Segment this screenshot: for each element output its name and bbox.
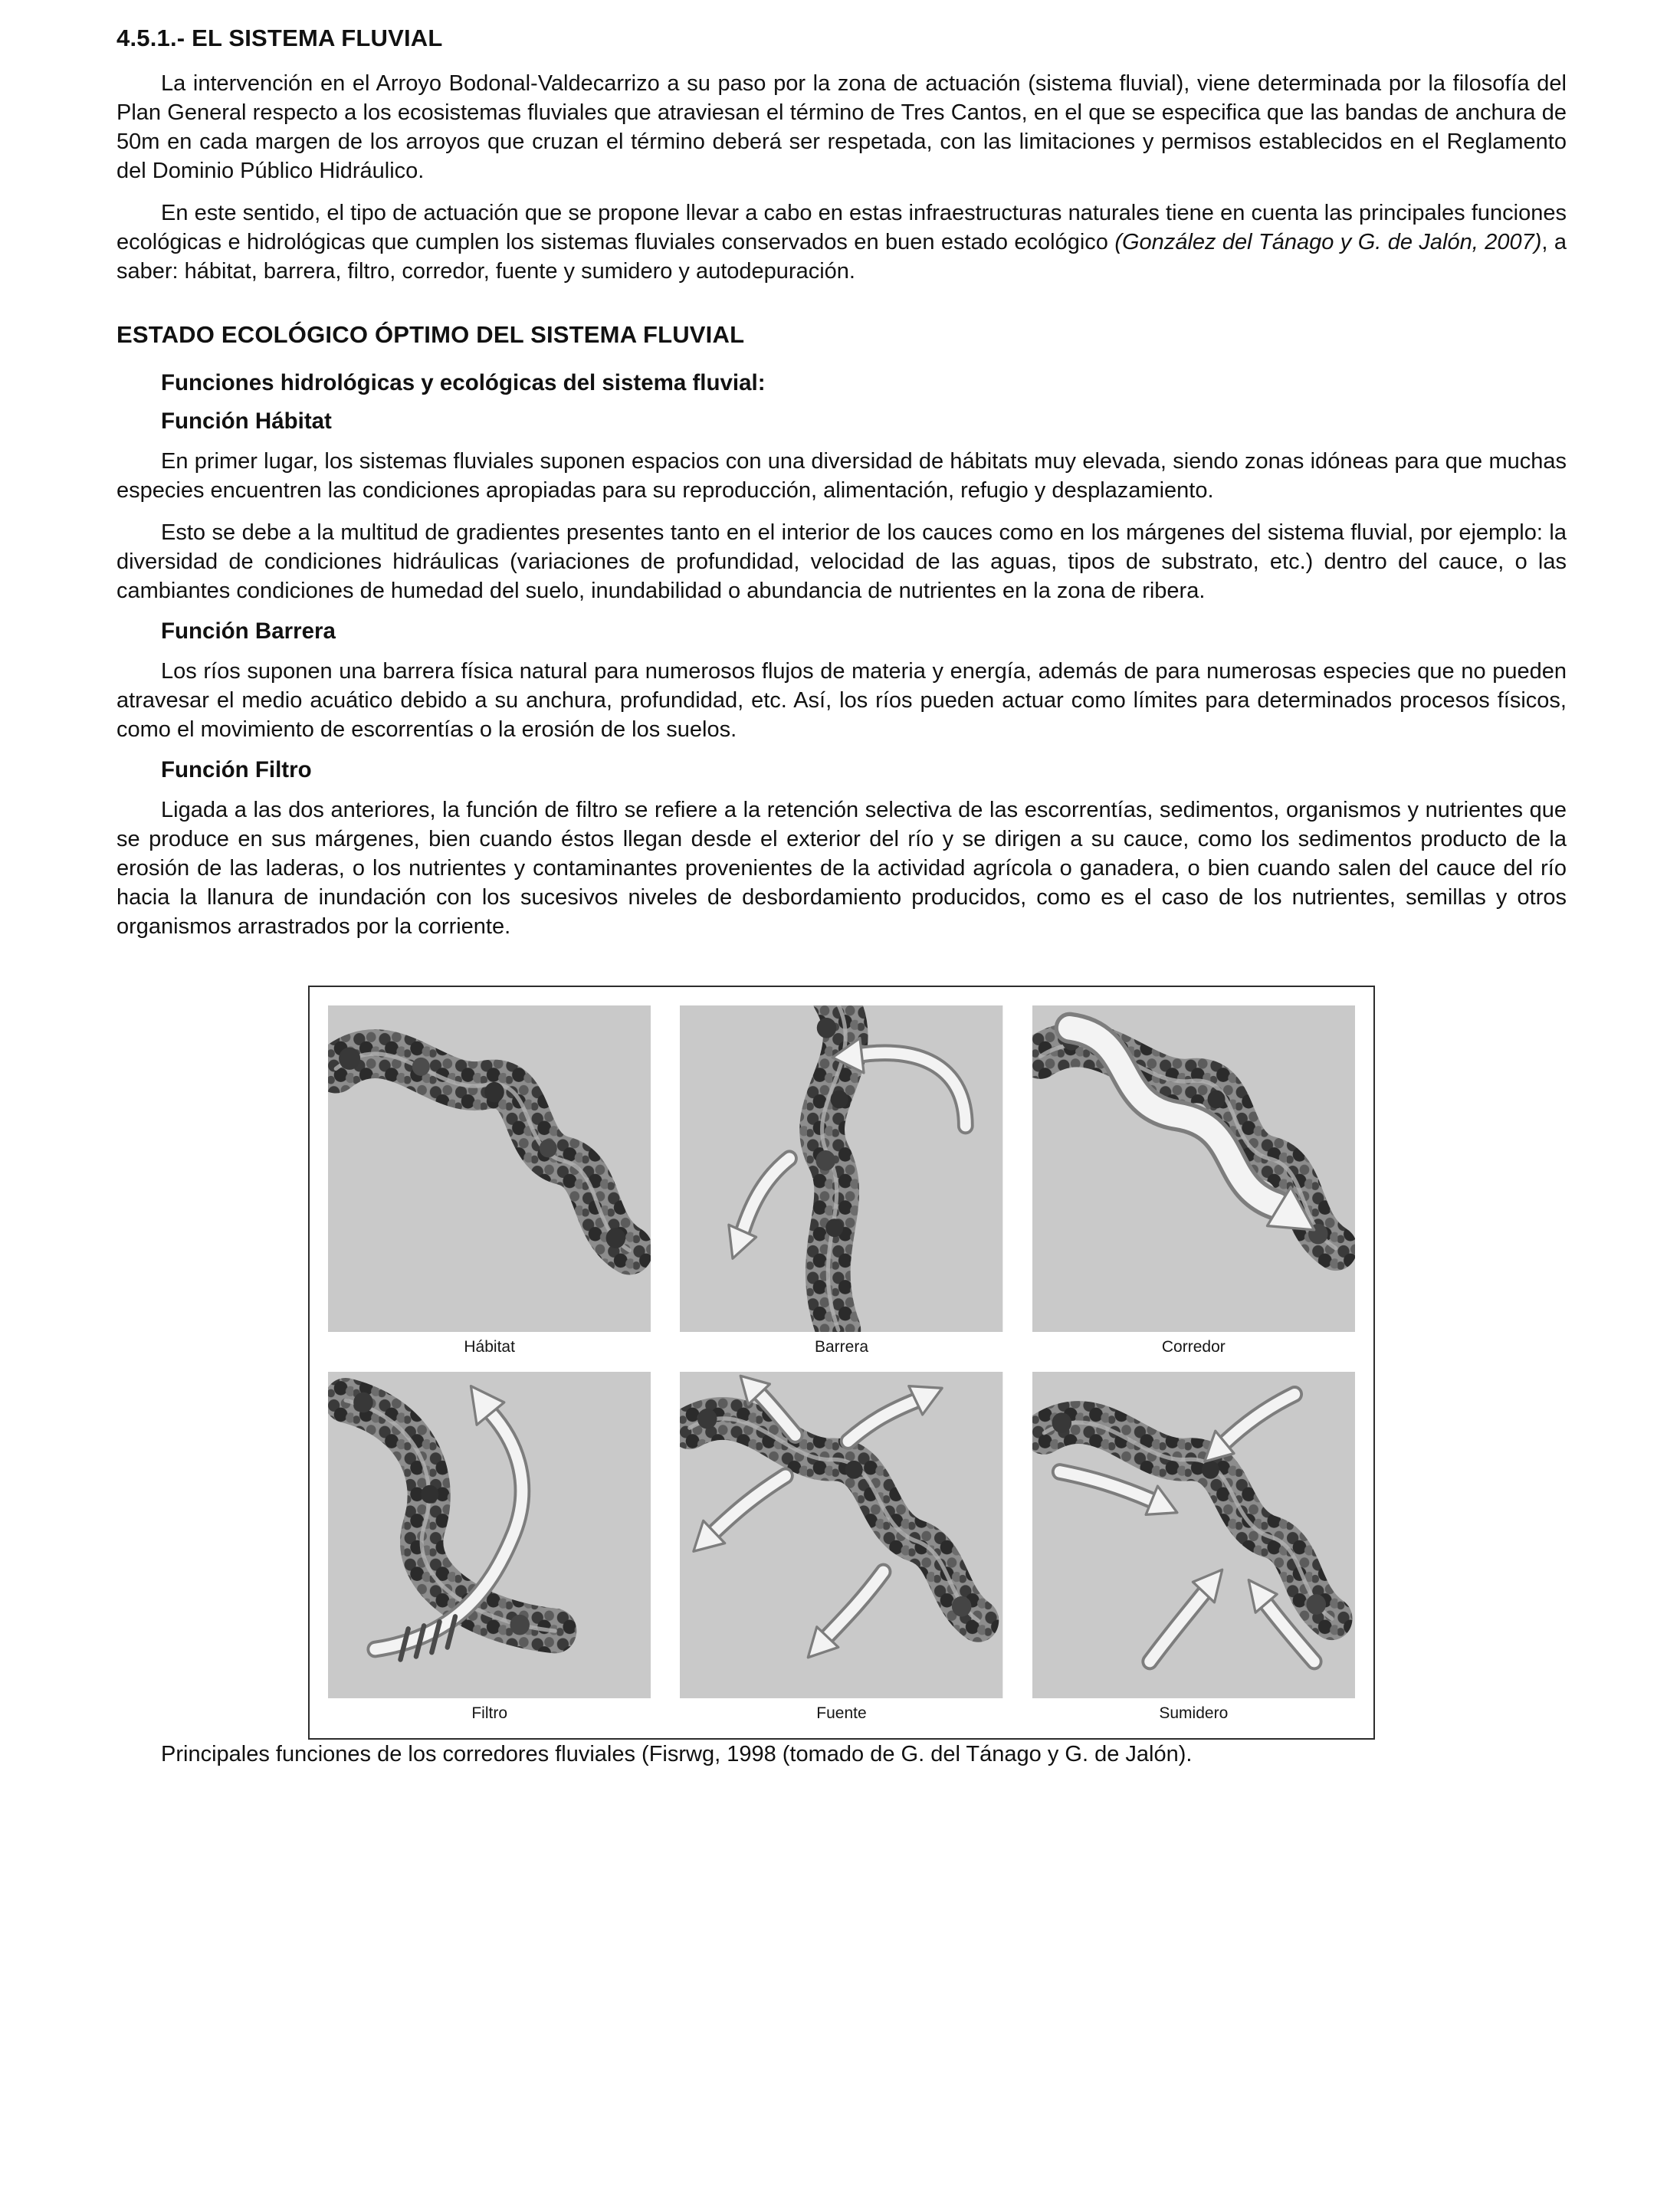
- filtro-corridor-illustration: [328, 1372, 651, 1698]
- sumidero-corridor-illustration: [1032, 1372, 1355, 1698]
- corredor-corridor-illustration: [1032, 1005, 1355, 1332]
- paragraph-habitat-1: En primer lugar, los sistemas fluviales suponen espacios con una diversidad de hábitats muy elevada, siendo zonas idóneas para que muchas especies encuentren las condiciones apropiadas para su reproducción, alimentación, refugio y desplazamiento.: [116, 449, 1567, 503]
- panel-label-barrera: Barrera: [814, 1338, 868, 1356]
- figure-fluvial-functions: [308, 986, 1375, 1740]
- figure-panel-barrera: [680, 1005, 1002, 1361]
- panel-label-habitat: Hábitat: [464, 1338, 515, 1356]
- paragraph-habitat-2: Esto se debe a la multitud de gradientes presentes tanto en el interior de los cauces como en los márgenes del sistema fluvial, por ejemplo: la diversidad de condiciones hidráulicas (variaciones de profundidad, velocidad de las aguas, tipos de substrato, etc.) dentro del cauce, o las cambiantes condiciones de humedad del suelo, inundabilidad o abundancia de nutrientes en la zona de ribera.: [116, 520, 1567, 603]
- citation-italic: (González del Tánago y G. de Jalón, 2007): [1114, 230, 1542, 254]
- paragraph-filtro: Ligada a las dos anteriores, la función de filtro se refiere a la retención selectiva de las escorrentías, sedimentos, organismos y nutrientes que se produce en sus márgenes, bien cuando éstos llegan desde el exterior del río y se dirigen a su cauce, como los sedimentos producto de la erosión de las laderas, o los nutrientes y contaminantes provenientes de la actividad agrícola o ganadera, o bien cuando salen del cauce del río hacia la llanura de inundación con los sucesivos niveles de desbordamiento producidos, como es el caso de los nutrientes, semillas y otros organismos arrastrados por la corriente.: [116, 798, 1567, 939]
- panel-label-fuente: Fuente: [816, 1704, 867, 1722]
- barrera-corridor-illustration: [680, 1005, 1002, 1332]
- subheading-funcion-filtro: Función Filtro: [161, 757, 312, 782]
- heading-estado-ecologico: ESTADO ECOLÓGICO ÓPTIMO DEL SISTEMA FLUVIAL: [116, 321, 745, 348]
- paragraph-actuacion-c: , a saber: hábitat, barrera, filtro, corredor, fuente y sumidero y autodepuración.: [116, 230, 1567, 284]
- subheading-funciones: Funciones hidrológicas y ecológicas del sistema fluvial:: [161, 370, 766, 395]
- paragraph-actuacion-a: En este sentido, el tipo de actuación que se propone llevar a cabo en estas infraestructuras naturales tiene en cuenta las principales funciones ecológicas e hidrológicas que cumplen los sistemas fluviales conservados en buen estado ecológico: [116, 201, 1567, 254]
- habitat-corridor-illustration: [328, 1005, 651, 1332]
- figure-panel-sumidero: [1032, 1372, 1355, 1727]
- subheading-funcion-barrera: Función Barrera: [161, 618, 336, 644]
- figure-panel-filtro: [328, 1372, 651, 1727]
- figure-panel-corredor: [1032, 1005, 1355, 1361]
- figure-panel-habitat: [328, 1005, 651, 1361]
- panel-label-sumidero: Sumidero: [1159, 1704, 1229, 1722]
- paragraph-intro: La intervención en el Arroyo Bodonal-Valdecarrizo a su paso por la zona de actuación (sistema fluvial), viene determinada por la filosofía del Plan General respecto a los ecosistemas fluviales que atraviesan el término de Tres Cantos, en el que se especifica que las bandas de anchura de 50m en cada margen de los arroyos que cruzan el término deberá ser respetada, con las limitaciones y permisos establecidos en el Reglamento del Dominio Público Hidráulico.: [116, 71, 1567, 183]
- fuente-corridor-illustration: [680, 1372, 1002, 1698]
- panel-label-corredor: Corredor: [1161, 1338, 1226, 1356]
- figure-caption: Principales funciones de los corredores fluviales (Fisrwg, 1998 (tomado de G. del Tánago y G. de Jalón).: [161, 1742, 1193, 1766]
- paragraph-actuacion: [116, 198, 1567, 286]
- figure-panel-fuente: [680, 1372, 1002, 1727]
- panel-label-filtro: Filtro: [471, 1704, 507, 1722]
- paragraph-barrera: Los ríos suponen una barrera física natural para numerosos flujos de materia y energía, además de para numerosas especies que no pueden atravesar el medio acuático debido a su anchura, profundidad, etc. Así, los ríos pueden actuar como límites para determinados procesos físicos, como el movimiento de escorrentías o la erosión de los suelos.: [116, 659, 1567, 742]
- section-heading: 4.5.1.- EL SISTEMA FLUVIAL: [116, 25, 443, 51]
- subheading-funcion-habitat: Función Hábitat: [161, 408, 332, 434]
